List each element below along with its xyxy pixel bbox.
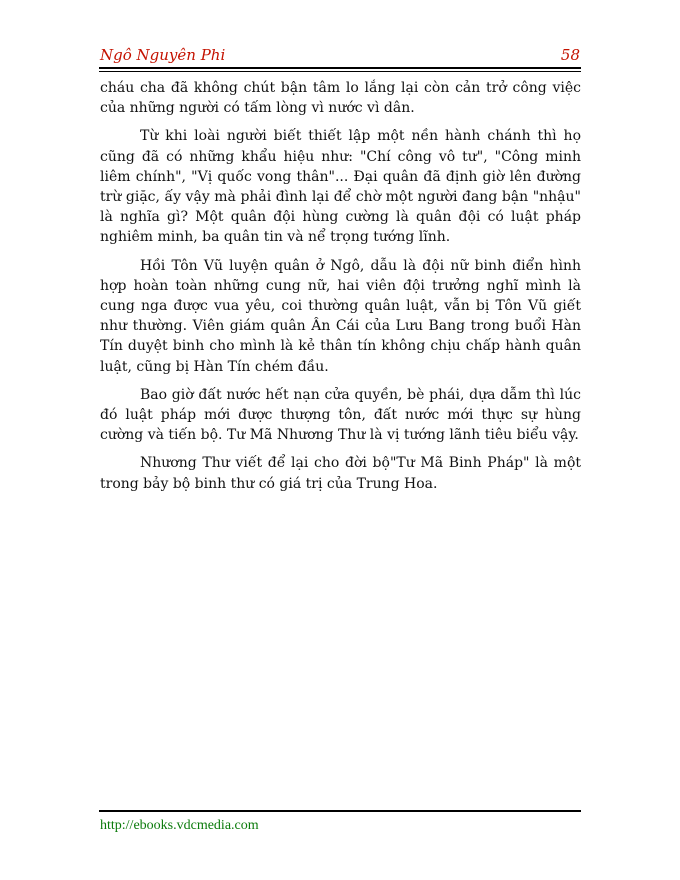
page-body xyxy=(100,78,581,502)
footer-rule xyxy=(99,810,581,812)
header-author: Ngô Nguyên Phi xyxy=(100,46,226,64)
paragraph-4: Bao giờ đất nước hết nạn cửa quyền, bè phái, dựa dẫm thì lúc đó luật pháp mới được thượng tôn, đất nước mới thực sự hùng cường và tiến bộ. Tư Mã Nhương Thư là vị tướng lãnh tiêu biểu vậy. xyxy=(100,386,581,444)
paragraph-5: Nhương Thư viết để lại cho đời bộ"Tư Mã Binh Pháp" là một trong bảy bộ binh thư có giá trị của Trung Hoa. xyxy=(100,455,581,492)
paragraph-3: Hồi Tôn Vũ luyện quân ở Ngô, dẫu là đội nữ binh điển hình hợp hoàn toàn những cung nữ, hai viên đội trưởng nghĩ mình là cung nga được vua yêu, coi thường quân luật, vẫn bị Tôn Vũ giết như thường. Viên giám quân Ân Cái của Lưu Bang trong buổi Hàn Tín duyệt binh cho mình là kẻ thân tín không chịu chấp hành quân luật, cũng bị Hàn Tín chém đầu. xyxy=(100,257,581,375)
header-rule-thin xyxy=(99,71,581,72)
header-page-number: 58 xyxy=(560,46,580,64)
header-rule xyxy=(99,67,581,69)
paragraph-2: Từ khi loài người biết thiết lập một nền hành chánh thì họ cũng đã có những khẩu hiệu như: "Chí công vô tư", "Công minh liêm chính", "Vị quốc vong thân"... Đại quân đã định giờ lên đường trừ giặc, ấy vậy mà phải đình lại để chờ một người đang bận "nhậu" là nghĩa gì? Một quân đội hùng cường là quân đội có luật pháp nghiêm minh, ba quân tin và nể trọng tướng lĩnh. xyxy=(100,128,581,246)
paragraph-1: cháu cha đã không chút bận tâm lo lắng lại còn cản trở công việc của những người có tấm lòng vì nước vì dân. xyxy=(100,80,581,117)
page-header xyxy=(100,46,580,66)
footer-link[interactable]: http://ebooks.vdcmedia.com xyxy=(100,818,259,833)
